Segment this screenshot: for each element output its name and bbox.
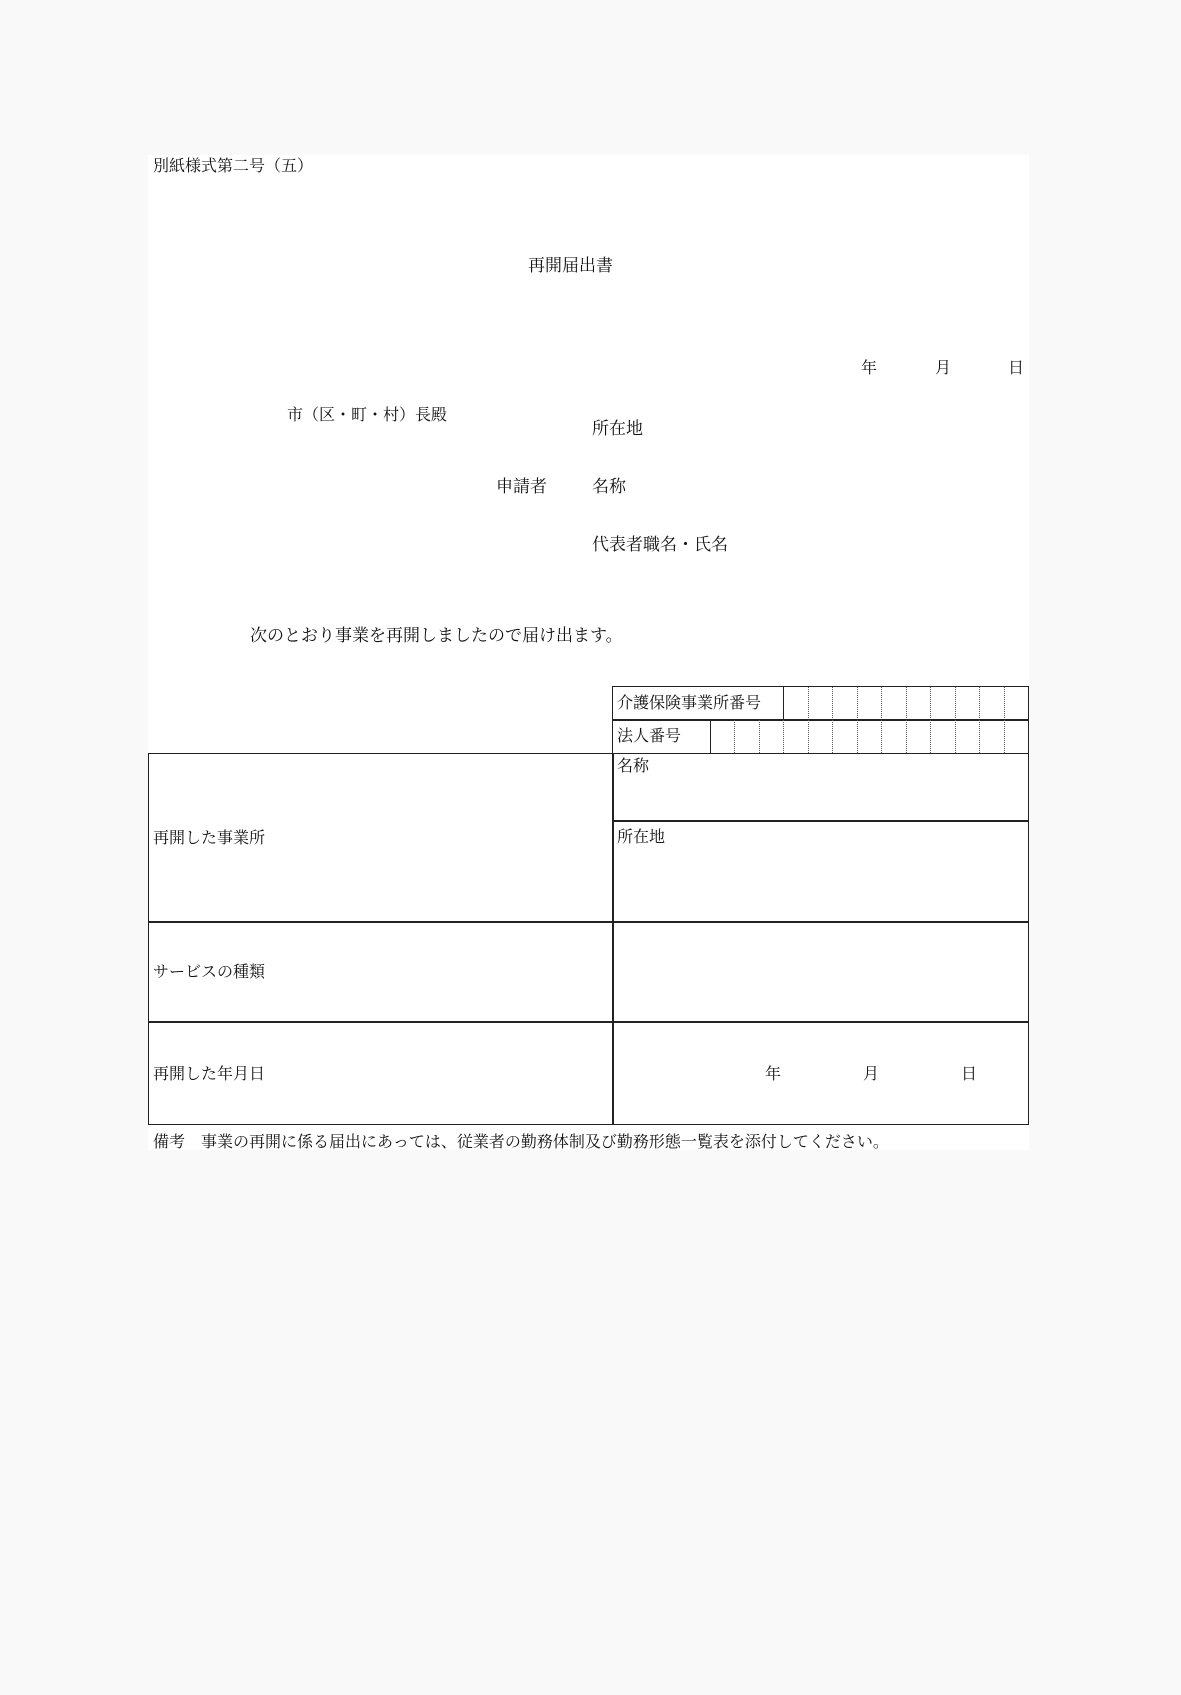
- corp-number-row: [612, 719, 1029, 754]
- statement: 次のとおり事業を再開しましたので届け出ます。: [250, 626, 623, 646]
- digit-divider: [832, 720, 833, 753]
- digit-divider: [881, 687, 882, 720]
- office-address-field[interactable]: [612, 820, 1029, 923]
- note: 備考 事業の再開に係る届出にあっては、従業者の勤務体制及び勤務形態一覧表を添付してください。: [153, 1132, 889, 1151]
- office-label: 再開した事業所: [153, 828, 266, 847]
- digit-divider: [808, 720, 809, 753]
- reopen-date-field[interactable]: [612, 1021, 1029, 1125]
- reopen-month: 月: [863, 1064, 880, 1083]
- digit-divider: [906, 687, 907, 720]
- digit-divider: [979, 687, 980, 720]
- digit-divider: [906, 720, 907, 753]
- digit-divider: [808, 687, 809, 720]
- service-label: サービスの種類: [153, 962, 266, 981]
- document-title: 再開届出書: [528, 256, 613, 276]
- reopen-date-label: 再開した年月日: [153, 1064, 266, 1083]
- service-label-cell: [148, 921, 614, 1023]
- applicant-representative-label: 代表者職名・氏名: [592, 535, 728, 555]
- reopen-date-label-cell: [148, 1021, 614, 1125]
- digit-divider: [881, 720, 882, 753]
- digit-divider: [857, 720, 858, 753]
- digit-divider: [930, 720, 931, 753]
- care-number-row: [612, 686, 1029, 721]
- digit-divider: [783, 720, 784, 753]
- digit-divider: [1004, 687, 1005, 720]
- office-name-label: 名称: [617, 756, 650, 775]
- applicant-label: 申請者: [496, 477, 547, 497]
- corp-number-label: 法人番号: [617, 726, 682, 745]
- digit-divider: [955, 720, 956, 753]
- reopen-day: 日: [961, 1064, 978, 1083]
- office-address-label: 所在地: [617, 827, 666, 846]
- form-number: 別紙様式第二号（五）: [153, 156, 314, 175]
- digit-divider: [979, 720, 980, 753]
- reopen-year: 年: [765, 1064, 782, 1083]
- addressee: 市（区・町・村）長殿: [287, 405, 448, 424]
- digit-divider: [759, 720, 760, 753]
- digit-divider: [930, 687, 931, 720]
- date-month: 月: [935, 358, 952, 377]
- date-day: 日: [1008, 358, 1025, 377]
- care-number-label: 介護保険事業所番号: [617, 693, 762, 712]
- applicant-name-label: 名称: [592, 477, 626, 497]
- digit-divider: [734, 720, 735, 753]
- digit-divider: [955, 687, 956, 720]
- office-label-cell: [148, 753, 614, 923]
- applicant-address-label: 所在地: [592, 419, 643, 439]
- office-name-field[interactable]: [612, 753, 1029, 822]
- digit-divider: [857, 687, 858, 720]
- service-field[interactable]: [612, 921, 1029, 1023]
- digit-divider: [1004, 720, 1005, 753]
- digit-divider: [832, 687, 833, 720]
- date-year: 年: [861, 358, 878, 377]
